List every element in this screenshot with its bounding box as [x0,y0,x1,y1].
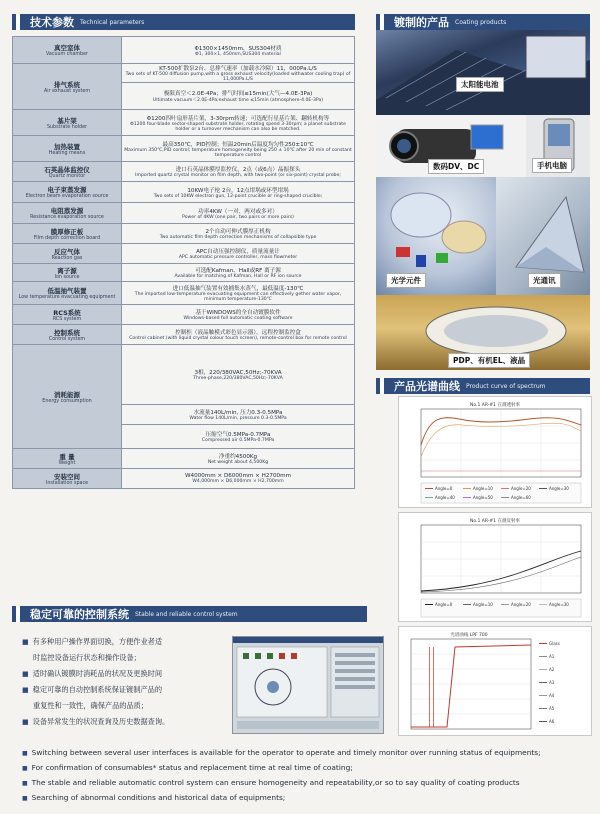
control-header-cn: 稳定可靠的控制系统 [16,606,135,622]
spec-label-cell [13,282,122,305]
bullet-icon: ■ [22,795,28,802]
control-features-cn [22,634,232,730]
legend-label: Angle=10 [473,602,493,607]
spec-label-en: Electron beam evaporation source [25,194,109,199]
software-ui-image [233,637,383,733]
product-collage [376,30,590,370]
spec-value-en: Two automatic film depth correction mechanisms of collapsible type [159,235,317,240]
solar-label: 太阳能电池 [456,77,504,92]
legend-label: Angle=20 [511,486,531,491]
spec-value-cell [122,325,355,345]
spec-value-cell [122,203,355,224]
spec-label-cn: 基片架 [57,116,77,125]
control-feature-en [22,761,592,776]
legend-label: Angle=30 [549,602,569,607]
control-feature-cn-text: 适时确认镀膜时消耗品的状况及更换时间 [32,669,163,678]
spec-label-cn: 电阻蒸发源 [50,207,84,215]
legend-label: Angle=20 [511,602,531,607]
pdp-label: PDP、有机EL、液晶 [448,353,530,368]
spec-value-en: W4,000mm × D6,000mm × H2,700mm [192,479,284,484]
spec-value-cell [122,136,355,162]
spec-value-en: The imported low-temperature evacuating equipment can effectively gether water vapor, minimum temperature-130℃ [134,292,342,302]
spec-label-en: Low temperature evacuating equipment [18,295,116,300]
spec-row [13,345,355,405]
spec-label-cell [13,325,122,345]
spec-label-en: Energy consumption [42,398,92,404]
control-feature-cn-text: 有多种用户操作界面切换，方便作业者适 [32,637,163,646]
legend-label: Angle=10 [473,486,493,491]
spec-row [13,136,355,162]
control-feature-en-text: Switching between several user interfaces is available for the operator to operate and timely monitor over running status of equipments; [31,748,541,757]
spec-value-en: Φ1200 four-blade sector-shaped substrate holder, rotating speed 3-30rpm; a planet substrate holder or a turnover mechanism can also be matched. [130,121,346,132]
spec-value-cn: Φ1200四叶扇形基片架，3-30rpm转速；可选配行星基片架、翻转机构等 [146,115,330,122]
spec-row [13,449,355,469]
spec-label-cn: 离子源 [57,266,77,275]
comm-label: 光通讯 [528,273,561,288]
legend-label: A6 [549,719,555,724]
spectrum-header [376,378,590,394]
products-header-cn: 镀制的产品 [380,14,455,30]
spec-value-cn: 可选配Kafman、Hall或RF 离子源 [195,268,281,274]
plot-1-svg [399,397,591,507]
spec-label-en: Resistance evaporation source [30,215,104,220]
spec-value-cn: 最高350℃，PID控制；恒温20min后温度均匀性250±10℃ [162,141,314,148]
spec-value-cn: 净重约4500Kg [218,454,258,460]
spec-value-en: Two sets of 10KW electron gun, 12-point crucible or ring-shaped crucible; [153,193,323,199]
spec-label-cn: 低温抽气装置 [47,287,87,295]
spec-label-cn: 反应气体 [54,247,80,256]
spec-label-cell [13,264,122,282]
spec-value-en: APC automatic pressure controller, mass flowmeter [178,255,298,260]
spec-label-cell [13,244,122,264]
spec-value-en: Power of 4KW (one pair, two pairs or more pairs) [182,214,294,220]
spec-label-cell [13,64,122,110]
spec-value-cn: 进口石英晶体膜厚监控仪，2点（或6点）晶振探头 [175,167,301,173]
spec-row [13,64,355,83]
spec-label-cn: 石英晶体监控仪 [44,165,90,174]
optical-comm-photo [496,177,590,295]
spec-value-cell [122,305,355,325]
spec-table [12,36,355,489]
solar-panel-photo [376,30,590,115]
legend-label: Angle=60 [511,495,531,500]
legend-label: Angle=0 [435,602,453,607]
bullet-icon: ■ [22,718,29,726]
spec-row [13,325,355,345]
legend-label: A2 [549,667,555,672]
spec-value-cell [122,449,355,469]
spec-value-cell [122,182,355,203]
control-feature-cn [22,666,232,682]
legend-label: A5 [549,706,555,711]
spec-label-cn: RCS系统 [53,308,81,317]
control-feature-cn [22,714,232,730]
spec-value-en: Imported quartz crystal monitor on film depth, with two-point (or six-point) crystal probe; [135,173,341,178]
spec-label-cell [13,224,122,244]
control-header [12,606,367,622]
spec-value-cell [122,162,355,182]
spec-row [13,264,355,282]
spec-value-cell [122,469,355,489]
spectrum-plot-2 [398,512,592,622]
control-feature-cn-text: 时监控设备运行状态和操作设备； [33,653,141,662]
control-header-en: Stable and reliable control system [135,610,238,618]
plot-2-title: No.1 AR-#1 在測反射率 [470,519,520,524]
legend-label: Angle=50 [473,495,493,500]
spec-value-cell [122,244,355,264]
spectrum-header-cn: 产品光谱曲线 [380,378,466,394]
spec-value-cell [122,405,355,425]
spec-value-en: Net weight about 4,500Kg [207,460,269,465]
plot-1-title: No.1 AR-#1 在測透射率 [470,403,520,408]
control-feature-en-text: Searching of abnormal conditions and historical data of equipments; [31,793,286,802]
spec-row [13,469,355,489]
spec-row [13,110,355,136]
legend-label: Angle=40 [435,495,455,500]
spec-value-cell [122,282,355,305]
control-feature-en-text: For confirmation of consumables* status and replacement time at real time of coating; [31,763,353,772]
spec-label-cell [13,162,122,182]
spec-row [13,305,355,325]
spec-label-cell [13,203,122,224]
control-feature-cn-text: 重复性和一致性，确保产品的品质； [33,701,149,710]
spec-label-cell [13,449,122,469]
legend-label: Angle=0 [435,486,453,491]
spec-label-cn: 电子束蒸发源 [47,186,87,194]
spec-value-cn: 功率4KW（一对、两对或多对） [198,208,278,215]
plot-3-svg [399,627,591,735]
spec-label-en: Weight [58,460,76,466]
spec-row [13,224,355,244]
bullet-icon: ■ [22,686,29,694]
control-software-screenshot [232,636,384,734]
spec-value-cn: 10KW电子枪 2台，12点坩埚或环型坩埚 [187,187,289,194]
specs-header-cn: 技术参数 [16,14,80,30]
products-header-en: Coating products [455,18,507,26]
spec-label-cell [13,182,122,203]
control-feature-en [22,746,592,761]
bullet-icon: ■ [22,765,28,772]
spec-value-cell [122,37,355,64]
spec-value-en: Three-phase,220/380VAC,50Hz;-70KVA [193,376,283,381]
bullet-icon: ■ [22,750,28,757]
spec-value-en: Compressed air 0.5MPa-0.7MPa [201,438,275,443]
spec-label-cn: 排气系统 [54,80,80,89]
control-feature-en-text: The stable and reliable automatic control system can ensure homogeneity and repeatability,or so to say quality of coating products [31,778,520,787]
spec-value-cn: 控制柜（液晶触模式彩色显示器），远程控制监控盒 [175,330,301,336]
spec-value-cell [122,224,355,244]
control-feature-cn [22,698,232,714]
control-feature-cn-text: 设备异常发生的状况查询及历史数据查询。 [32,717,170,726]
display-photo [376,295,590,370]
spec-row [13,37,355,64]
spec-value-cell [122,110,355,136]
specs-header-en: Technical parameters [80,18,145,26]
spec-value-cn: W4000mm × D6000mm × H2700mm [185,473,291,479]
control-features-en [22,746,592,806]
spec-value-cn: 3相，220/380VAC,50Hz;-70KVA [194,370,282,376]
spec-value-en: Two sets of KT-500 diffusion pump,with a gross exhaust velocity(loaded withwater cooling trap) of 11,000Pa.L/S [125,72,351,82]
spec-label-cell [13,136,122,162]
phone-photo [526,115,590,177]
control-feature-cn [22,650,232,666]
spec-value-en: Water flow 140L/min, pressure 0.3-0.5MPa [189,416,287,421]
spectrum-plot-3 [398,626,592,736]
spec-label-en: Ion source [54,274,80,280]
spec-label-cell [13,345,122,449]
spec-label-cn: 安装空间 [54,472,80,481]
spec-value-cn: 极限真空＜2.0E-4Pa；排气时间≤15min(大气—4.0E-3Pa) [163,91,313,97]
spec-value-cell [122,264,355,282]
spectrum-plot-1 [398,396,592,508]
control-feature-cn-text: 稳定可靠的自动控制系统保证镀制产品的 [32,685,163,694]
spec-label-cell [13,110,122,136]
spec-label-cn: 消耗能源 [54,390,80,399]
control-feature-cn [22,634,232,650]
spec-value-cn: 进口低温抽气装置有效捕集水蒸气，最低温度-130℃ [172,286,304,292]
spec-value-cn: 基于WINDOWS的全自动镀膜软件 [195,310,281,316]
bullet-icon: ■ [22,780,28,787]
spec-label-cell [13,305,122,325]
spec-row [13,203,355,224]
spec-label-cell [13,469,122,489]
spec-label-cn: 控制系统 [54,328,80,337]
spec-label-en: Heating means [48,150,86,156]
bullet-icon: ■ [22,638,29,646]
control-feature-en [22,791,592,806]
legend-label: Angle=30 [549,486,569,491]
solar-roof-image [376,30,590,115]
spec-value-cn: 2个自动可伸式膜厚正机构 [205,229,271,235]
spec-value-cell [122,64,355,83]
spec-value-cn: APC自动压强控制仪，质量流量计 [196,249,280,255]
spec-value-en: Maximum 350℃,PID control; temperature homogeneity being 250 ± 10℃ after 20 min of constant temperature control [124,147,352,158]
optics-photo [376,177,496,295]
plot-2-svg [399,513,591,621]
legend-label: A1 [549,654,555,659]
spec-label-cn: 重 量 [59,452,75,461]
spec-label-cn: 真空室体 [54,44,80,52]
spec-label-en: Quartz monitor [48,173,86,179]
spec-value-cn: KT-500扩散泵2台、总排气速率（加载水冷障）11，000Pa.L/S [159,66,317,72]
spec-value-cell [122,83,355,110]
spec-label-en: Reaction gas [51,255,83,261]
legend-label: A3 [549,680,555,685]
plot-3-title: 光谱曲线 LPF 700 [450,633,488,638]
spec-label-en: Control system [48,336,86,342]
products-header [376,14,590,30]
spec-value-en: Φ1, 300×1, 450mm,SUS304 material [195,51,281,57]
optics-label: 光学元件 [386,273,426,288]
spec-label-en: Vacuum chamber [45,52,89,57]
spec-label-en: Installation space [45,480,89,486]
spec-value-cn: Φ1300×1450mm、SUS304材质 [194,45,282,52]
spec-value-en: Ultimate vacuum＜2.0E-4Pa;exhaust time ≤15min (atmosphere-4.0E-3Pa) [152,98,324,103]
spec-label-cell [13,37,122,64]
spec-row [13,162,355,182]
legend-label: Glass [549,641,560,646]
spec-value-en: Available for matching of Kafman, Hall or RF ion source [174,274,302,279]
spec-value-cell [122,345,355,405]
dv-label: 数码DV、DC [428,159,484,174]
control-feature-en [22,776,592,791]
camcorder-photo [376,115,526,177]
spec-label-en: RCS system [52,316,82,322]
spec-value-en: Windows-based full automatic coating software [183,316,293,321]
spec-label-cn: 膜厚修正板 [50,227,84,236]
spec-row [13,182,355,203]
spec-value-cn: 压缩空气0.5MPa-0.7MPa [205,432,271,438]
spectrum-header-en: Product curve of spectrum [466,382,546,390]
spec-label-en: Substrate holder [46,124,88,130]
control-feature-cn [22,682,232,698]
spec-value-en: Control cabinet (with liquid crystal colour touch screen), remote-control box for remote control [129,336,347,341]
spec-row [13,282,355,305]
spec-row [13,244,355,264]
bullet-icon: ■ [22,670,29,678]
laptop-label: 手机电脑 [532,158,572,173]
legend-label: A4 [549,693,555,698]
spec-value-cn: 水流量140L/min, 压力0.3-0.5MPa [193,410,283,416]
specs-header [12,14,355,30]
spec-label-en: Film depth correction board [33,235,101,241]
spec-label-cn: 加热装置 [54,142,80,151]
spec-label-en: Air exhaust system [43,88,91,94]
spec-value-cell [122,425,355,449]
